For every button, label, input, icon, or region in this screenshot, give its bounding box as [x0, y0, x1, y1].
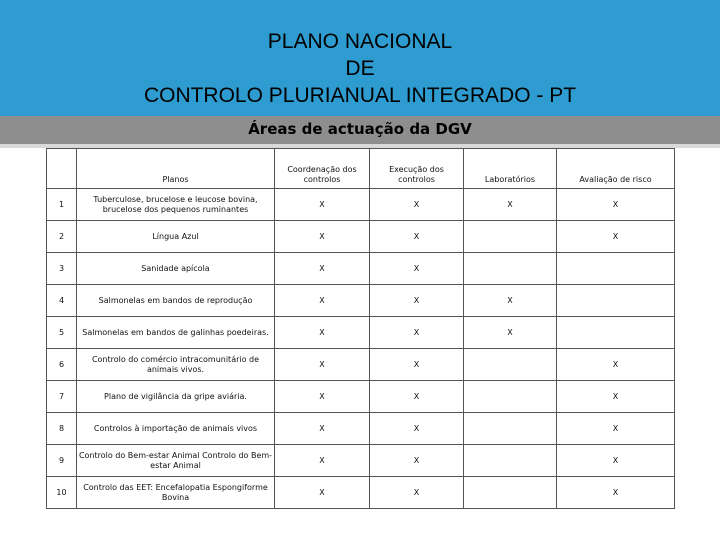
table-row	[47, 477, 675, 509]
avaliacao-mark: X	[557, 349, 675, 381]
avaliacao-mark: X	[557, 477, 675, 509]
plan-name: Plano de vigilância da gripe aviária.	[77, 381, 275, 413]
plan-name: Sanidade apícola	[77, 253, 275, 285]
header-avaliacao: Avaliação de risco	[557, 149, 675, 189]
table-row	[47, 381, 675, 413]
table-row	[47, 221, 675, 253]
plans-table	[46, 148, 675, 509]
plan-name: Controlo das EET: Encefalopatia Espongiforme Bovina	[77, 477, 275, 509]
page-title	[0, 28, 720, 109]
avaliacao-mark	[557, 317, 675, 349]
plan-name: Controlo do Bem-estar Animal Controlo do Bem-estar Animal	[77, 445, 275, 477]
header-execucao: Execução dos controlos	[370, 149, 464, 189]
execucao-mark: X	[370, 349, 464, 381]
coordenacao-mark: X	[275, 381, 370, 413]
avaliacao-mark: X	[557, 221, 675, 253]
row-number: 4	[47, 285, 77, 317]
table-row	[47, 317, 675, 349]
page-subtitle: Áreas de actuação da DGV	[248, 120, 472, 138]
avaliacao-mark: X	[557, 189, 675, 221]
plan-name: Controlo do comércio intracomunitário de animais vivos.	[77, 349, 275, 381]
coordenacao-mark: X	[275, 445, 370, 477]
coordenacao-mark: X	[275, 253, 370, 285]
laboratorios-mark	[464, 445, 557, 477]
row-number: 5	[47, 317, 77, 349]
execucao-mark: X	[370, 221, 464, 253]
laboratorios-mark: X	[464, 317, 557, 349]
coordenacao-mark: X	[275, 477, 370, 509]
header-coordenacao: Coordenação dos controlos	[275, 149, 370, 189]
plan-name: Língua Azul	[77, 221, 275, 253]
header-planos: Planos	[77, 149, 275, 189]
row-number: 7	[47, 381, 77, 413]
coordenacao-mark: X	[275, 285, 370, 317]
table-row	[47, 285, 675, 317]
coordenacao-mark: X	[275, 317, 370, 349]
row-number: 2	[47, 221, 77, 253]
table-row	[47, 413, 675, 445]
title-line-2: DE	[345, 57, 375, 80]
execucao-mark: X	[370, 285, 464, 317]
row-number: 10	[47, 477, 77, 509]
laboratorios-mark: X	[464, 189, 557, 221]
laboratorios-mark: X	[464, 285, 557, 317]
table-row	[47, 445, 675, 477]
execucao-mark: X	[370, 189, 464, 221]
laboratorios-mark	[464, 349, 557, 381]
title-line-3: CONTROLO PLURIANUAL INTEGRADO - PT	[143, 84, 577, 107]
plan-name: Salmonelas em bandos de galinhas poedeiras.	[77, 317, 275, 349]
laboratorios-mark	[464, 381, 557, 413]
execucao-mark: X	[370, 477, 464, 509]
avaliacao-mark: X	[557, 445, 675, 477]
execucao-mark: X	[370, 253, 464, 285]
table-row	[47, 189, 675, 221]
avaliacao-mark: X	[557, 413, 675, 445]
row-number: 3	[47, 253, 77, 285]
row-number: 8	[47, 413, 77, 445]
avaliacao-mark	[557, 285, 675, 317]
execucao-mark: X	[370, 413, 464, 445]
laboratorios-mark	[464, 477, 557, 509]
avaliacao-mark: X	[557, 381, 675, 413]
coordenacao-mark: X	[275, 413, 370, 445]
coordenacao-mark: X	[275, 349, 370, 381]
plan-name: Tuberculose, brucelose e leucose bovina, brucelose dos pequenos ruminantes	[77, 189, 275, 221]
title-line-1: PLANO NACIONAL	[267, 30, 453, 53]
table-row	[47, 253, 675, 285]
execucao-mark: X	[370, 381, 464, 413]
row-number: 6	[47, 349, 77, 381]
coordenacao-mark: X	[275, 221, 370, 253]
header-number	[47, 149, 77, 189]
header-laboratorios: Laboratórios	[464, 149, 557, 189]
table-row	[47, 349, 675, 381]
laboratorios-mark	[464, 413, 557, 445]
laboratorios-mark	[464, 221, 557, 253]
coordenacao-mark: X	[275, 189, 370, 221]
laboratorios-mark	[464, 253, 557, 285]
plan-name: Salmonelas em bandos de reprodução	[77, 285, 275, 317]
execucao-mark: X	[370, 317, 464, 349]
row-number: 1	[47, 189, 77, 221]
plan-name: Controlos à importação de animais vivos	[77, 413, 275, 445]
row-number: 9	[47, 445, 77, 477]
execucao-mark: X	[370, 445, 464, 477]
avaliacao-mark	[557, 253, 675, 285]
table-header-row	[47, 149, 675, 189]
